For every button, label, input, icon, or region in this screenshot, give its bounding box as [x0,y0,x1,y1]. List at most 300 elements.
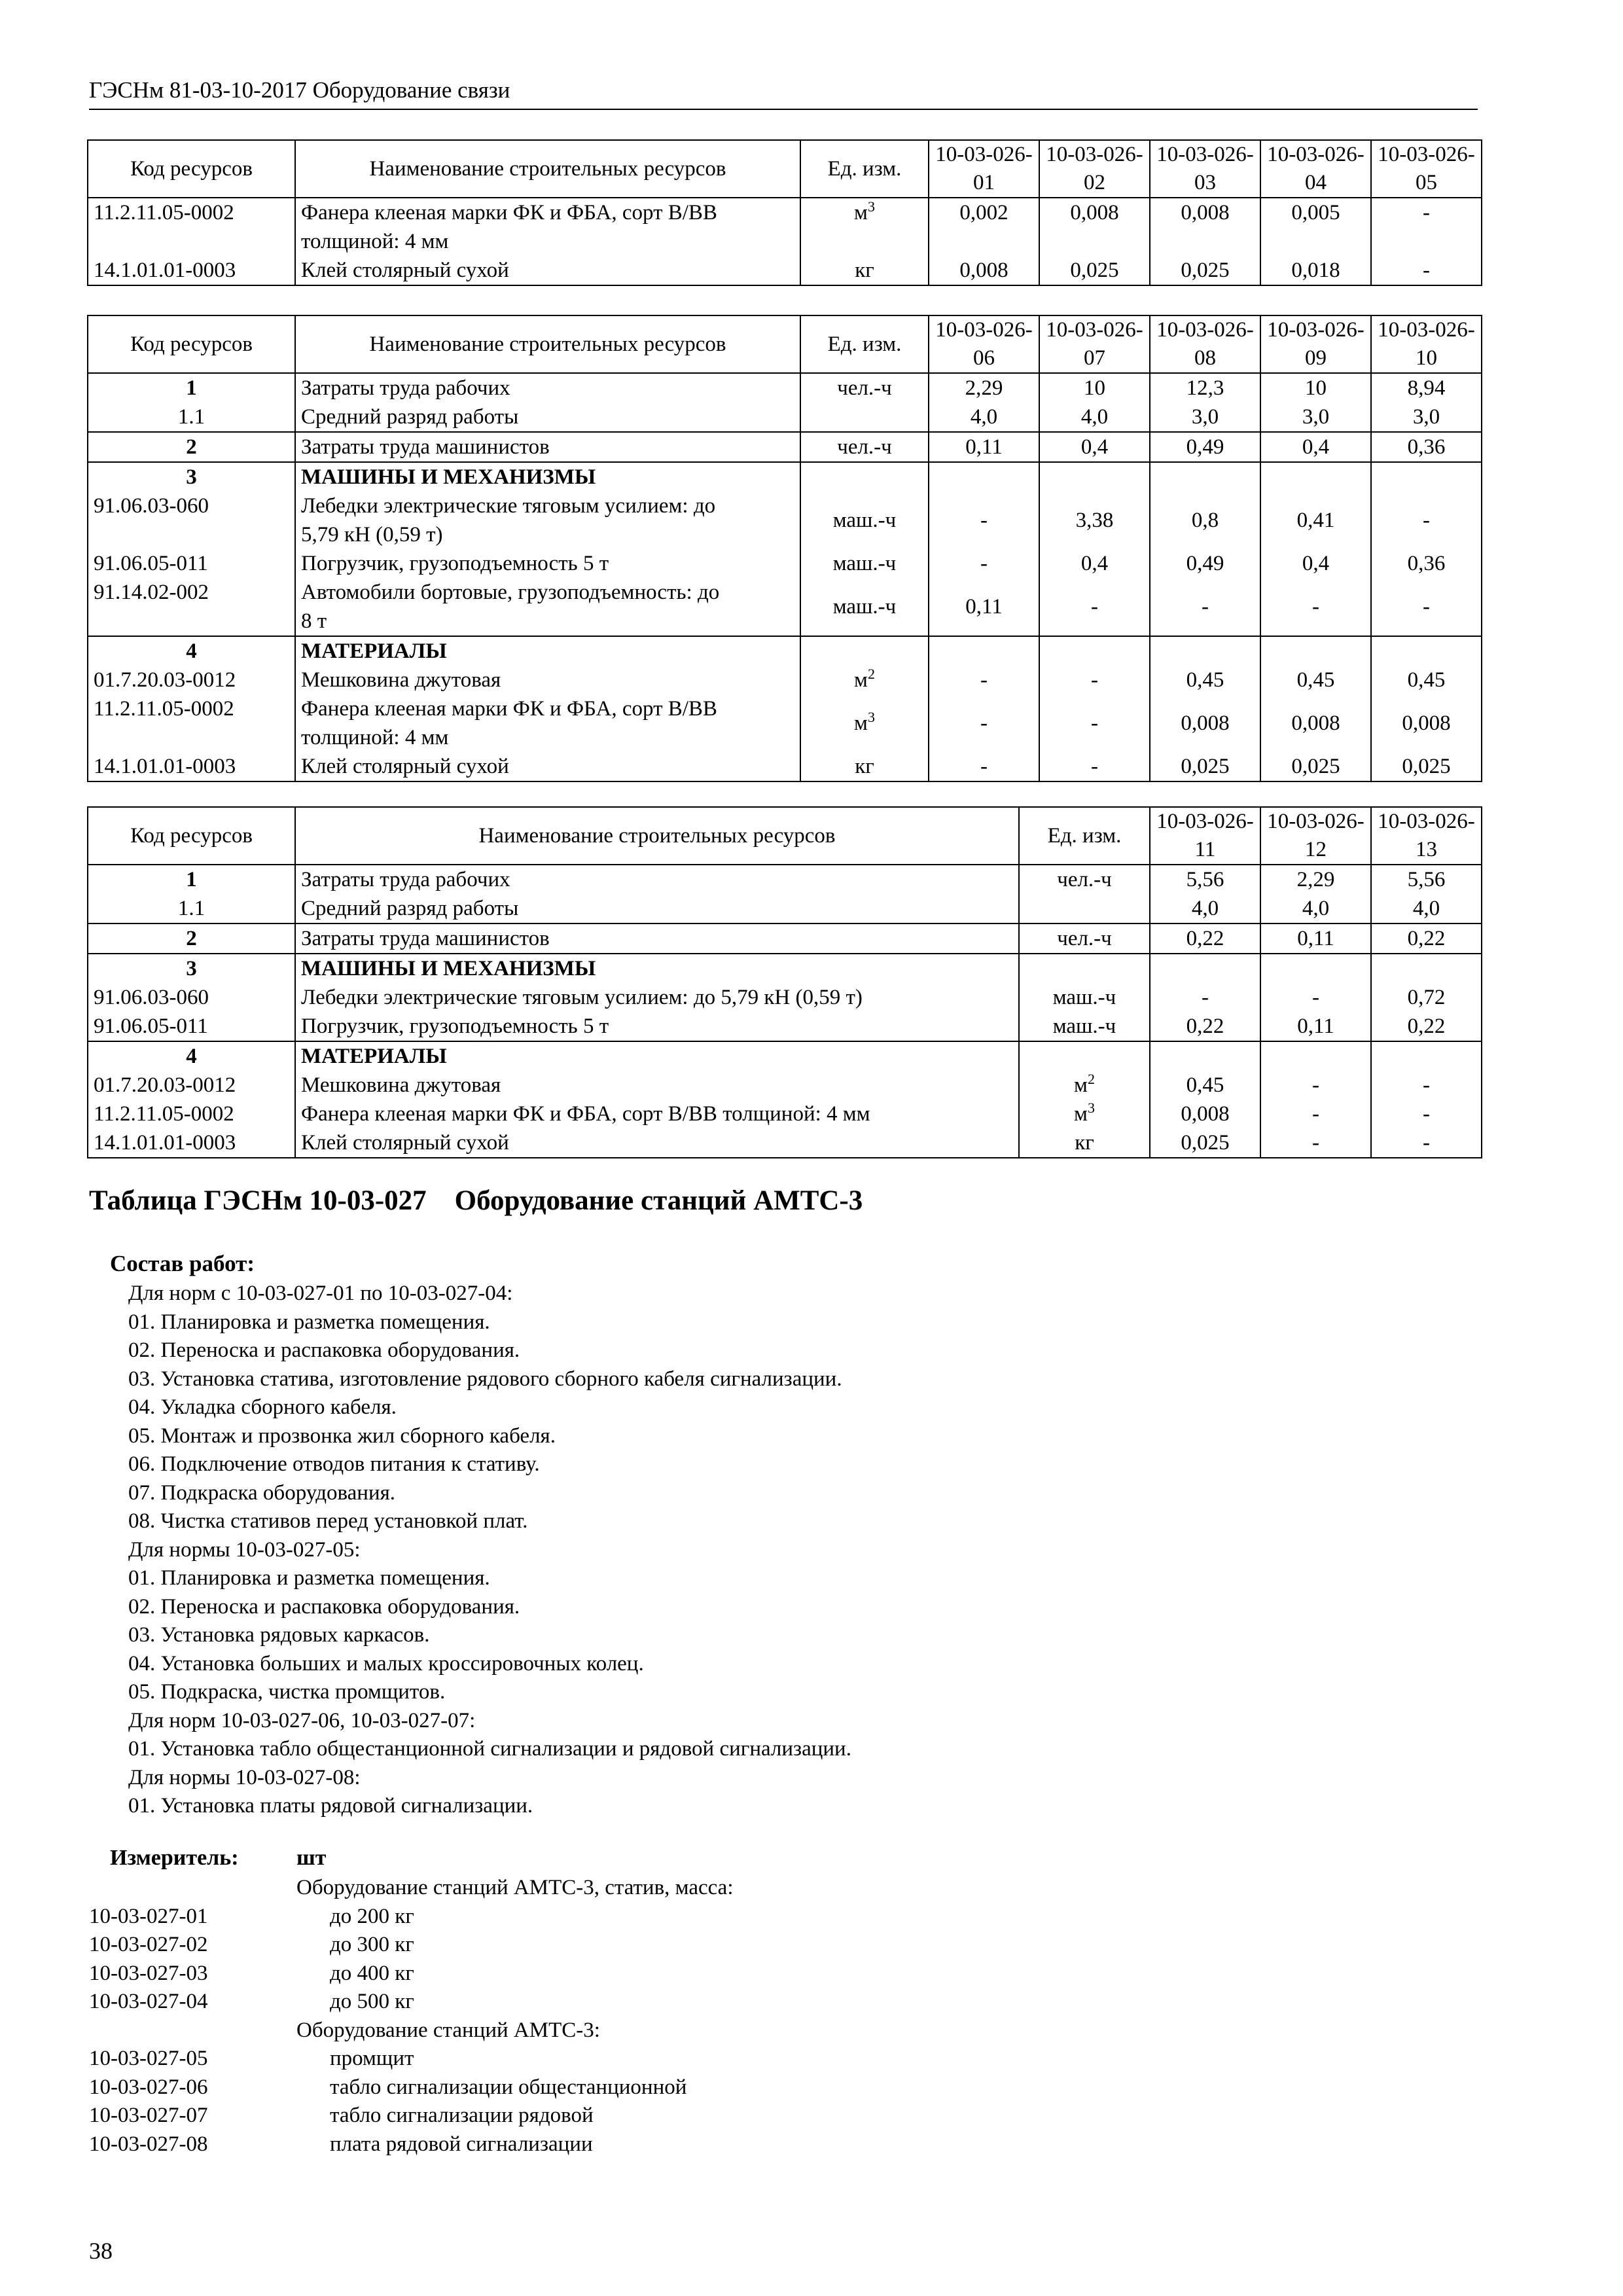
norm-value [1371,462,1482,492]
resource-name-line: Мешковина джутовая [301,668,501,692]
work-step: 02. Переноска и распаковка оборудования. [128,1594,520,1619]
resource-code: 4 [88,636,295,666]
resource-code: 1 [88,865,295,894]
table-row [88,403,1482,432]
resource-unit [800,403,929,432]
work-step: 01. Установка табло общестанционной сигнализации и рядовой сигнализации. [128,1737,851,1761]
resource-unit [1019,924,1150,954]
resource-table-1 [87,139,1482,286]
norm-value: 0,45 [1371,666,1482,694]
resource-name [295,983,1019,1012]
norm-value: 10 [1039,373,1150,403]
resource-name-line: Фанера клееная марки ФК и ФБА, сорт В/ВВ [301,697,717,721]
section-title [89,1185,863,1217]
resource-code: 14.1.01.01-0003 [88,256,295,285]
measure-row [89,2017,874,2045]
table-row [88,373,1482,403]
resource-code: 14.1.01.01-0003 [88,752,295,781]
norm-value [1371,954,1482,983]
norm-value: 0,008 [1150,198,1260,256]
work-composition-label: Состав работ: [110,1251,255,1276]
resource-name [295,462,800,492]
norm-value [929,462,1039,492]
norm-value: 4,0 [1260,894,1371,924]
resource-name-line: Автомобили бортовые, грузоподъемность: до [301,581,720,604]
resource-name-line: Мешковина джутовая [301,1073,501,1097]
column-header-code: Код ресурсов [88,140,295,198]
resource-unit [1019,1071,1150,1100]
norm-value: 0,025 [1150,256,1260,285]
table-row [88,752,1482,781]
norm-value: 0,025 [1039,256,1150,285]
norm-value: - [1039,578,1150,636]
norm-value: 8,94 [1371,373,1482,403]
resource-name [295,373,800,403]
norm-value: 0,008 [1150,1100,1260,1128]
resource-name-line: Клей столярный сухой [301,259,509,282]
resource-code: 2 [88,432,295,462]
norm-value: 0,018 [1260,256,1371,285]
table-row [88,1041,1482,1071]
norm-value: 0,11 [929,578,1039,636]
resource-unit [1019,894,1150,924]
resource-name-line: толщиной: 4 мм [301,726,449,749]
work-step: 06. Подключение отводов питания к стативу. [128,1452,540,1476]
norm-value: - [1260,1071,1371,1100]
work-step: Для нормы 10-03-027-05: [128,1537,361,1562]
resource-unit [1019,1128,1150,1158]
resource-name-line: МАШИНЫ И МЕХАНИЗМЫ [301,957,596,980]
norm-value: 4,0 [1039,403,1150,432]
resource-code: 1.1 [88,403,295,432]
norm-value: 5,56 [1371,865,1482,894]
norm-value: 0,008 [929,256,1039,285]
table-row [88,924,1482,954]
norm-value: 0,36 [1371,432,1482,462]
norm-value: 0,8 [1150,492,1260,549]
unit-text: м [854,668,868,692]
resource-name-line: Погрузчик, грузоподъемность 5 т [301,552,609,575]
resource-name [295,578,800,636]
resource-unit [800,636,929,666]
norm-value: - [1260,1128,1371,1158]
work-step: 03. Установка рядовых каркасов. [128,1623,430,1647]
resource-name-line: Затраты труда машинистов [301,435,550,459]
norm-value [1039,462,1150,492]
resource-code: 1 [88,373,295,403]
unit-text: чел.-ч [837,376,892,400]
norm-value: - [929,492,1039,549]
norm-value: - [1039,752,1150,781]
norm-value [1260,462,1371,492]
norm-value [1150,954,1260,983]
norm-value: - [1150,983,1260,1012]
unit-text: м [854,201,868,224]
resource-name-line: Фанера клееная марки ФК и ФБА, сорт В/ВВ [301,201,717,224]
column-header-unit: Ед. изм. [1019,807,1150,865]
norm-value: 3,0 [1260,403,1371,432]
norm-value: - [1260,578,1371,636]
measure-description: табло сигнализации рядовой [330,2104,594,2127]
resource-unit [800,549,929,578]
table-row [88,198,1482,256]
unit-text: маш.-ч [832,509,897,532]
norm-value: 0,22 [1150,924,1260,954]
norm-code-header: 10-03-026-02 [1039,140,1150,198]
norm-value: 3,0 [1150,403,1260,432]
column-header-name: Наименование строительных ресурсов [295,140,800,198]
norm-value: 0,008 [1039,198,1150,256]
resource-name-line: Фанера клееная марки ФК и ФБА, сорт В/ВВ толщиной: 4 мм [301,1102,870,1126]
measure-row [89,1988,874,2017]
measure-norm-code: 10-03-027-04 [89,1990,208,2013]
norm-value [1371,1041,1482,1071]
norm-value: - [929,694,1039,752]
table-row [88,1071,1482,1100]
measure-description: промщит [330,2047,414,2070]
resource-table-2 [87,315,1482,782]
measure-row [89,2073,874,2102]
measure-description: Оборудование станций АМТС-3, статив, масса: [296,1876,734,1899]
section-title-name: Оборудование станций АМТС-3 [454,1185,863,1216]
unit-text: маш.-ч [1052,1014,1116,1038]
norm-value: - [1371,256,1482,285]
table-row [88,1128,1482,1158]
resource-name-line: Средний разряд работы [301,405,519,429]
work-step: Для норм с 10-03-027-01 по 10-03-027-04: [128,1282,513,1305]
resource-name-line: Затраты труда машинистов [301,927,550,950]
resource-unit [800,694,929,752]
resource-name [295,198,800,256]
work-step: 08. Чистка стативов перед установкой плат. [128,1509,528,1533]
measure-row [89,1960,874,1988]
resource-unit [1019,1100,1150,1128]
norm-value: 0,002 [929,198,1039,256]
measure-norm-code: 10-03-027-01 [89,1904,208,1928]
resource-unit [800,432,929,462]
norm-value [1039,636,1150,666]
resource-unit [800,752,929,781]
norm-value: 0,005 [1260,198,1371,256]
work-composition-list [128,1280,851,1821]
table-header-row [88,807,1482,865]
norm-value: 4,0 [1371,894,1482,924]
table-row [88,492,1482,549]
resource-name-line: МАШИНЫ И МЕХАНИЗМЫ [301,465,596,489]
work-step: Для нормы 10-03-027-08: [128,1765,361,1789]
measure-row [89,1903,874,1931]
column-header-unit: Ед. изм. [800,315,929,373]
norm-value: 0,4 [1039,432,1150,462]
resource-name [295,752,800,781]
resource-unit [1019,1041,1150,1071]
table-row [88,256,1482,285]
resource-name [295,894,1019,924]
resource-name [295,666,800,694]
resource-code: 3 [88,954,295,983]
measure-description: до 500 кг [330,1990,414,2013]
resource-code: 91.06.05-011 [88,549,295,578]
work-step: 03. Установка статива, изготовление рядового сборного кабеля сигнализации. [128,1367,842,1391]
resource-code: 4 [88,1041,295,1071]
norm-value: 0,49 [1150,549,1260,578]
norm-code-header: 10-03-026-05 [1371,140,1482,198]
norm-code-header: 10-03-026-06 [929,315,1039,373]
table-row [88,666,1482,694]
norm-value: - [1371,198,1482,256]
norm-value: 0,025 [1150,1128,1260,1158]
norm-value: 0,45 [1150,666,1260,694]
norm-value: 0,22 [1371,924,1482,954]
measure-description: до 200 кг [330,1904,414,1928]
norm-code-header: 10-03-026-11 [1150,807,1260,865]
norm-value: 0,025 [1150,752,1260,781]
norm-value: 5,56 [1150,865,1260,894]
norm-code-header: 10-03-026-03 [1150,140,1260,198]
column-header-code: Код ресурсов [88,315,295,373]
column-header-code: Код ресурсов [88,807,295,865]
norm-value: - [1260,1100,1371,1128]
resource-code: 14.1.01.01-0003 [88,1128,295,1158]
unit-text: м [1074,1102,1088,1126]
resource-code: 11.2.11.05-0002 [88,694,295,752]
header-rule [89,109,1478,110]
resource-name [295,256,800,285]
resource-unit [800,462,929,492]
norm-value: 0,22 [1150,1012,1260,1041]
resource-code: 01.7.20.03-0012 [88,666,295,694]
resource-name-line: 5,79 кН (0,59 т) [301,523,443,547]
unit-text: кг [855,755,874,778]
resource-name-line: МАТЕРИАЛЫ [301,1045,447,1068]
unit-text: чел.-ч [1057,927,1112,950]
measure-row [89,2045,874,2073]
measure-description: табло сигнализации общестанционной [330,2075,687,2099]
resource-code: 1.1 [88,894,295,924]
norm-value: - [1260,983,1371,1012]
work-step: 07. Подкраска оборудования. [128,1480,396,1505]
unit-exponent: 3 [867,709,875,725]
resource-unit [800,578,929,636]
resource-unit [800,666,929,694]
resource-name [295,924,1019,954]
norm-value: - [1371,578,1482,636]
resource-name-line: Затраты труда рабочих [301,376,510,400]
measure-description: до 400 кг [330,1961,414,1985]
resource-unit [800,492,929,549]
norm-value: - [1371,1100,1482,1128]
measure-norm-code: 10-03-027-02 [89,1933,208,1956]
resource-unit [800,198,929,256]
resource-name [295,694,800,752]
resource-code: 01.7.20.03-0012 [88,1071,295,1100]
resource-name [295,636,800,666]
resource-name [295,492,800,549]
norm-value: 0,45 [1260,666,1371,694]
table-row [88,462,1482,492]
resource-unit [1019,1012,1150,1041]
norm-value: 0,41 [1260,492,1371,549]
norm-value [929,636,1039,666]
work-step: Для норм 10-03-027-06, 10-03-027-07: [128,1708,476,1732]
norm-value: 0,4 [1260,549,1371,578]
resource-code: 91.14.02-002 [88,578,295,636]
norm-value: - [1371,492,1482,549]
measure-description: Оборудование станций АМТС-3: [296,2018,600,2042]
norm-value: - [1039,694,1150,752]
measure-description: плата рядовой сигнализации [330,2132,593,2156]
resource-name [295,1100,1019,1128]
table-row [88,694,1482,752]
norm-value [1150,636,1260,666]
norm-value: 0,72 [1371,983,1482,1012]
table-row [88,549,1482,578]
norm-value: 0,11 [1260,924,1371,954]
norm-value [1260,636,1371,666]
norm-value: - [929,549,1039,578]
table-row [88,432,1482,462]
resource-table-3 [87,806,1482,1158]
resource-name-line: МАТЕРИАЛЫ [301,639,447,663]
norm-value: 4,0 [1150,894,1260,924]
resource-code: 3 [88,462,295,492]
resource-name-line: Погрузчик, грузоподъемность 5 т [301,1014,609,1038]
unit-text: маш.-ч [832,552,897,575]
measure-row [89,2102,874,2130]
norm-value: 0,11 [1260,1012,1371,1041]
norm-value [1260,1041,1371,1071]
norm-value: 0,36 [1371,549,1482,578]
table-header-row [88,140,1482,198]
page-number: 38 [89,2238,113,2264]
unit-text: маш.-ч [1052,986,1116,1009]
resource-name-line: Клей столярный сухой [301,755,509,778]
resource-name-line: Затраты труда рабочих [301,868,510,891]
unit-exponent: 2 [1087,1071,1095,1087]
work-step: 05. Монтаж и прозвонка жил сборного кабеля. [128,1424,556,1448]
unit-exponent: 2 [867,666,875,682]
measure-label: Измеритель: [110,1846,239,1870]
norm-value: - [1371,1071,1482,1100]
norm-value: 0,025 [1260,752,1371,781]
work-step: 01. Установка платы рядовой сигнализации. [128,1794,533,1818]
measure-norm-code: 10-03-027-07 [89,2104,208,2127]
unit-exponent: 3 [867,198,875,215]
resource-name-line: Средний разряд работы [301,897,519,920]
resource-name [295,1012,1019,1041]
norm-value [1260,954,1371,983]
unit-text: маш.-ч [832,595,897,619]
resource-code: 91.06.03-060 [88,492,295,549]
norm-code-header: 10-03-026-12 [1260,807,1371,865]
resource-unit [800,256,929,285]
norm-value: 0,45 [1150,1071,1260,1100]
resource-name-line: толщиной: 4 мм [301,230,449,253]
work-step: 01. Планировка и разметка помещения. [128,1566,490,1590]
unit-exponent: 3 [1087,1100,1095,1116]
resource-unit [800,373,929,403]
norm-value [1150,1041,1260,1071]
resource-name-line: Лебедки электрические тяговым усилием: до [301,494,716,518]
norm-value: - [1150,578,1260,636]
norm-code-header: 10-03-026-04 [1260,140,1371,198]
norm-code-header: 10-03-026-01 [929,140,1039,198]
table-row [88,1012,1482,1041]
resource-name [295,954,1019,983]
measure-description: до 300 кг [330,1933,414,1956]
norm-value: 0,49 [1150,432,1260,462]
measure-norm-code: 10-03-027-08 [89,2132,208,2156]
measure-row [89,1931,874,1960]
column-header-unit: Ед. изм. [800,140,929,198]
resource-unit [1019,983,1150,1012]
resource-name-line: 8 т [301,609,327,633]
work-step: 05. Подкраска, чистка промщитов. [128,1680,446,1704]
table-row [88,894,1482,924]
norm-code-header: 10-03-026-07 [1039,315,1150,373]
norm-value: 4,0 [929,403,1039,432]
norm-value: 0,4 [1039,549,1150,578]
resource-unit [1019,954,1150,983]
norm-value: - [1039,666,1150,694]
table-row [88,983,1482,1012]
running-header: ГЭСНм 81-03-10-2017 Оборудование связи [89,77,510,103]
resource-name [295,403,800,432]
table-header-row [88,315,1482,373]
norm-value: 0,008 [1371,694,1482,752]
work-step: 01. Планировка и разметка помещения. [128,1310,490,1334]
table-row [88,578,1482,636]
work-step: 04. Укладка сборного кабеля. [128,1395,397,1419]
norm-value: 0,22 [1371,1012,1482,1041]
resource-code: 11.2.11.05-0002 [88,1100,295,1128]
work-step: 04. Установка больших и малых кроссировочных колец. [128,1651,644,1676]
unit-text: кг [1075,1131,1094,1155]
unit-text: м [1074,1073,1088,1097]
measure-norm-code: 10-03-027-06 [89,2075,208,2099]
norm-code-header: 10-03-026-08 [1150,315,1260,373]
resource-code: 91.06.03-060 [88,983,295,1012]
norm-value: 2,29 [929,373,1039,403]
measure-unit: шт [296,1846,327,1870]
norm-value: 0,11 [929,432,1039,462]
resource-code: 91.06.05-011 [88,1012,295,1041]
norm-value: 2,29 [1260,865,1371,894]
table-row [88,1100,1482,1128]
norm-value [1150,462,1260,492]
norm-value: - [929,752,1039,781]
norm-value: 3,0 [1371,403,1482,432]
norm-code-header: 10-03-026-13 [1371,807,1482,865]
resource-code: 11.2.11.05-0002 [88,198,295,256]
unit-text: кг [855,259,874,282]
table-row [88,954,1482,983]
norm-value: - [1371,1128,1482,1158]
unit-text: чел.-ч [837,435,892,459]
norm-value: 10 [1260,373,1371,403]
resource-name [295,549,800,578]
resource-name-line: Клей столярный сухой [301,1131,509,1155]
column-header-name: Наименование строительных ресурсов [295,315,800,373]
unit-text: чел.-ч [1057,868,1112,891]
norm-value: 0,008 [1260,694,1371,752]
measure-row [89,1874,874,1903]
measure-norm-code: 10-03-027-03 [89,1961,208,1985]
measure-list [89,1874,874,2159]
norm-code-header: 10-03-026-09 [1260,315,1371,373]
norm-code-header: 10-03-026-10 [1371,315,1482,373]
resource-name [295,1071,1019,1100]
